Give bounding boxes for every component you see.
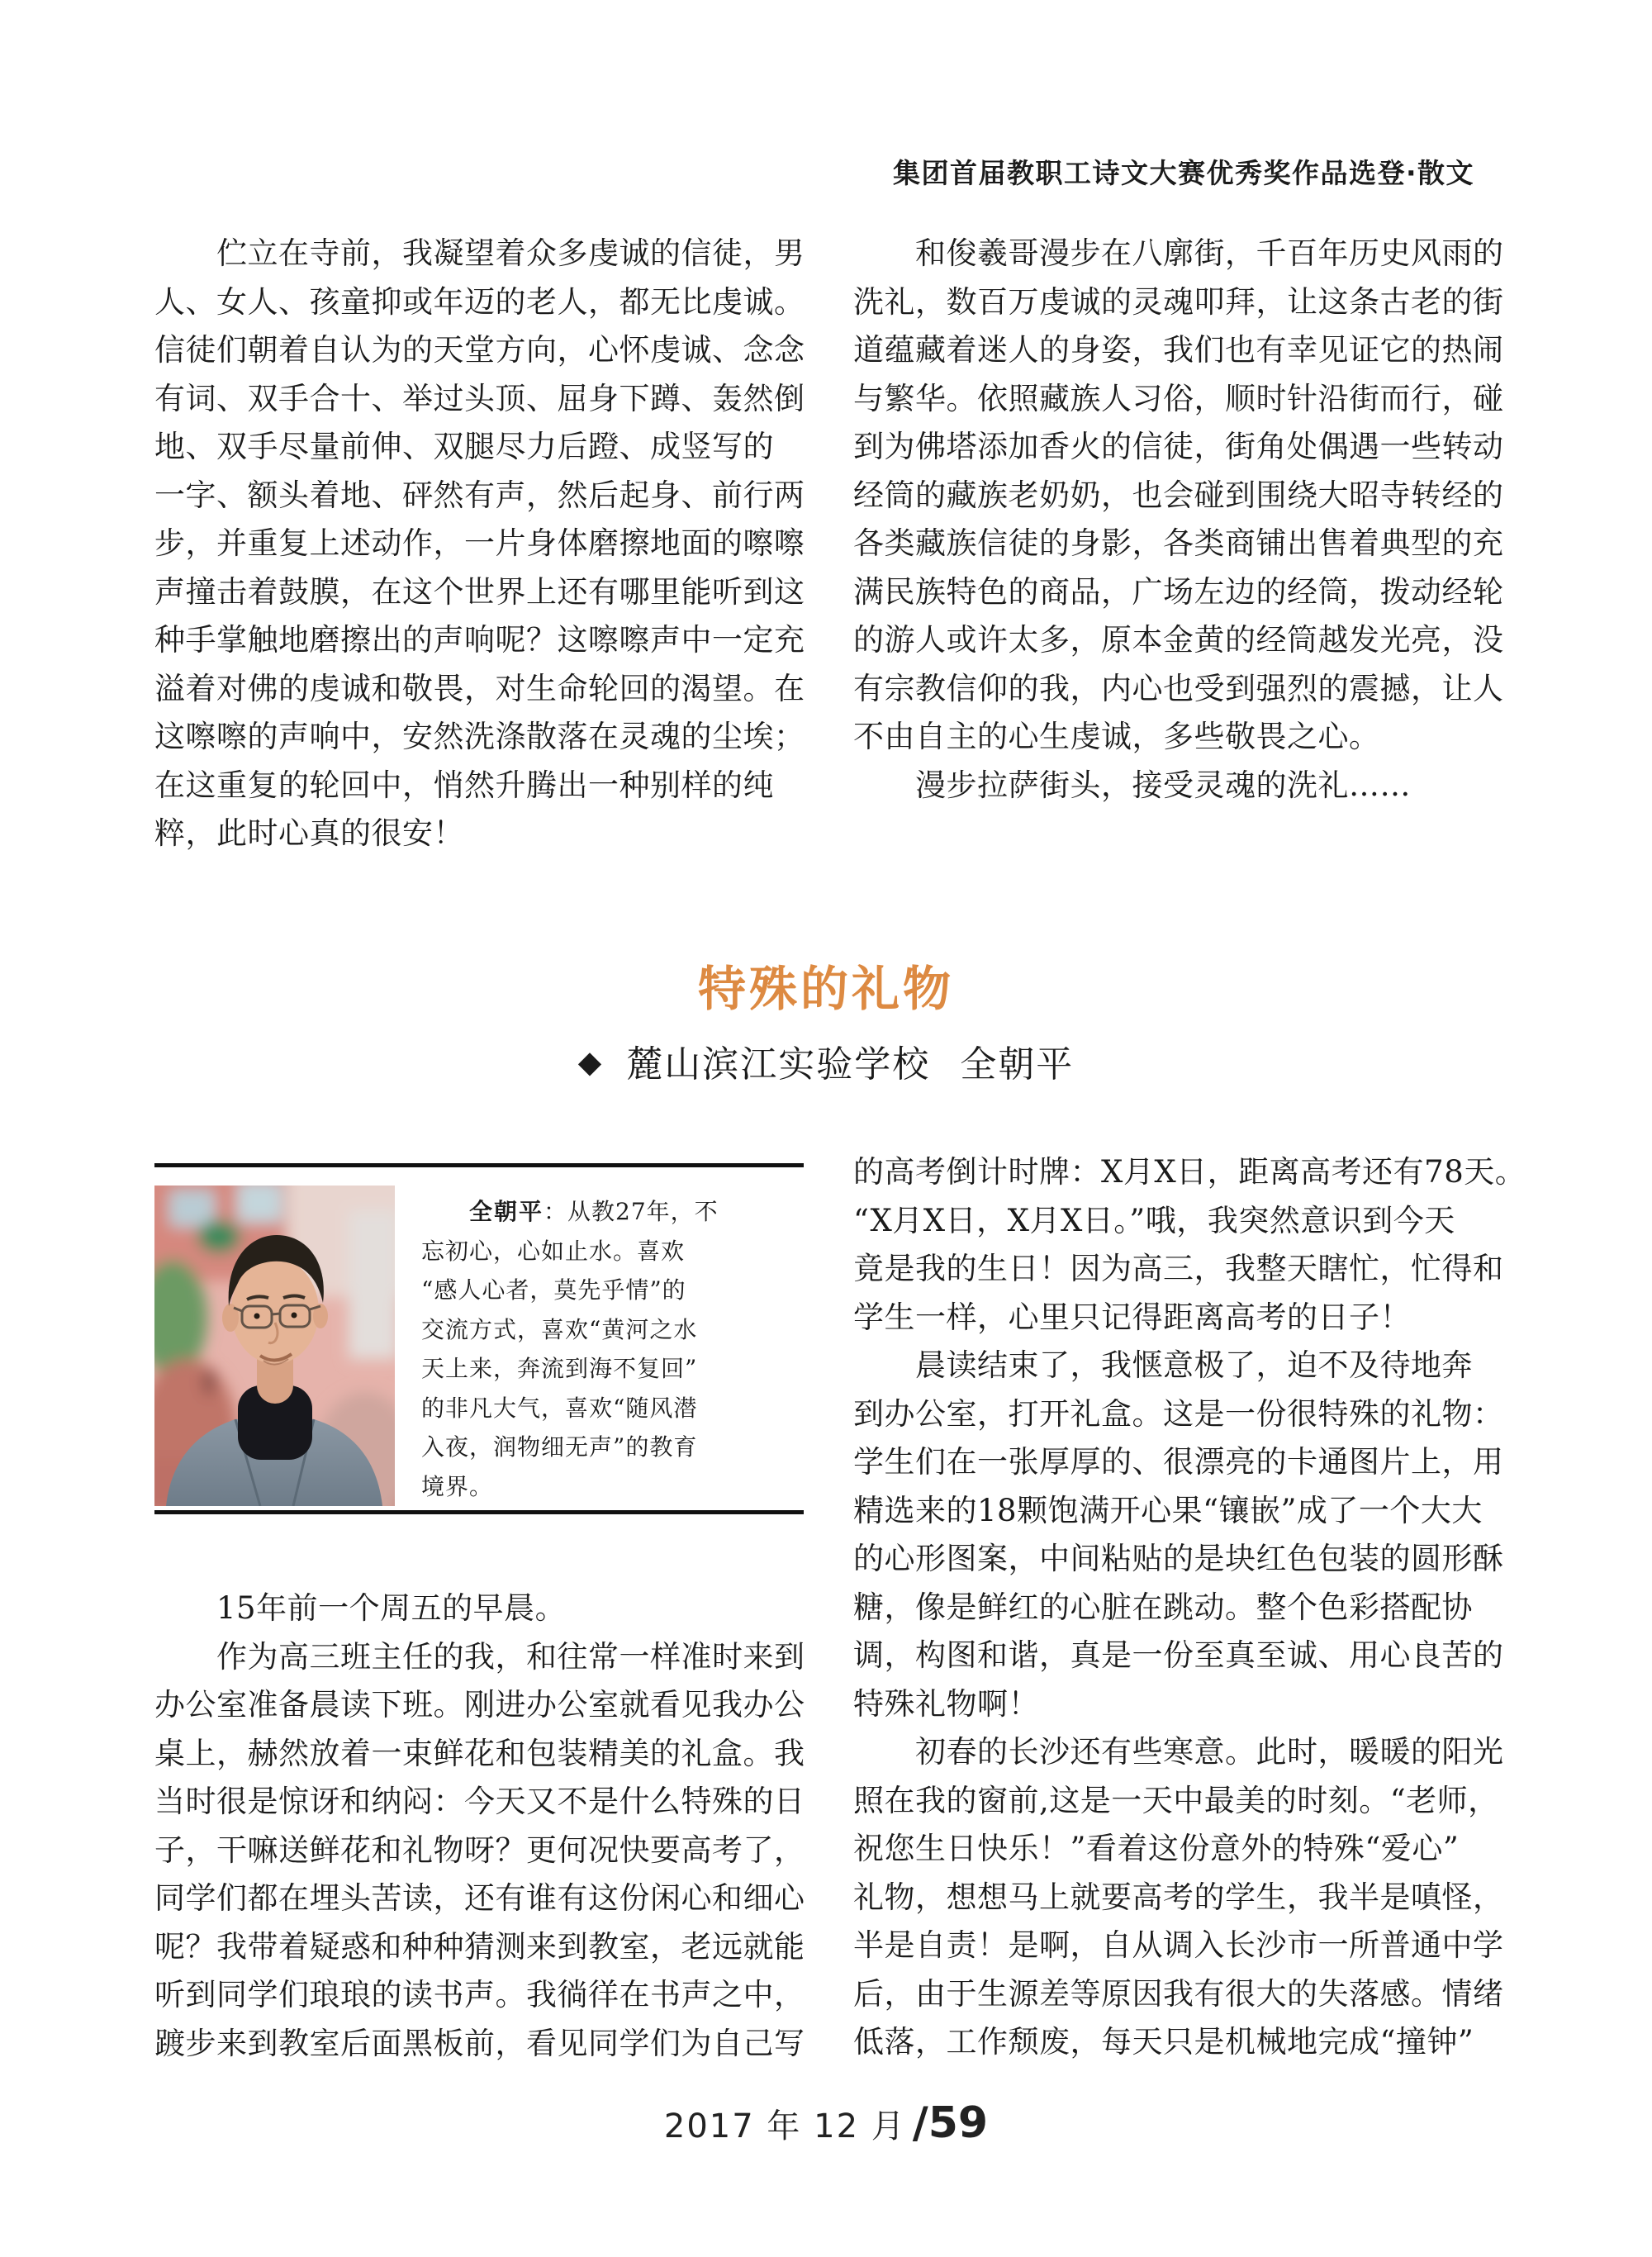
text-line: 踱步来到教室后面黑板前，看见同学们为自己写 xyxy=(154,2025,805,2061)
author-bio xyxy=(421,1192,809,1506)
text-line: 晨读结束了，我惬意极了，迫不及待地奔 xyxy=(853,1347,1473,1383)
bio-line: 交流方式，喜欢“黄河之水 xyxy=(421,1315,698,1343)
page-footer xyxy=(0,2098,1652,2148)
text-line: 15年前一个周五的早晨。 xyxy=(154,1590,567,1626)
text-line: 后，由于生源差等原因我有很大的失落感。情绪 xyxy=(853,1975,1504,2012)
text-line: 子，干嘛送鲜花和礼物呀？更何况快要高考了， xyxy=(154,1832,805,1868)
text-line: 各类藏族信徒的身影，各类商铺出售着典型的充 xyxy=(853,525,1504,561)
bio-line: 的非凡大气，喜欢“随风潜 xyxy=(421,1394,698,1422)
text-line: 洗礼，数百万虔诚的灵魂叩拜，让这条古老的街 xyxy=(853,283,1504,320)
essay2-left-column xyxy=(154,1585,807,2068)
text-line: 的高考倒计时牌：X月X日，距离高考还有78天。 xyxy=(853,1154,1526,1190)
author-name: 全朝平 xyxy=(469,1198,544,1225)
text-line: 在这重复的轮回中，悄然升腾出一种别样的纯 xyxy=(154,767,774,803)
text-line: 的心形图案，中间粘贴的是块红色包装的圆形酥 xyxy=(853,1541,1504,1576)
essay2-title: 特殊的礼物 xyxy=(697,961,954,1017)
essay2-right-column xyxy=(853,1148,1526,2067)
text-line: 当时很是惊讶和纳闷：今天又不是什么特殊的日 xyxy=(154,1784,805,1819)
text-line: 有词、双手合十、举过头顶、屈身下蹲、轰然倒 xyxy=(154,380,805,416)
bio-line: 天上来，奔流到海不复回” xyxy=(421,1355,698,1382)
text-line: 有宗教信仰的我，内心也受到强烈的震撼，让人 xyxy=(853,670,1504,706)
text-line: 糖，像是鲜红的心脏在跳动。整个色彩搭配协 xyxy=(853,1589,1473,1625)
text-line: 半是自责！是啊，自从调入长沙市一所普通中学 xyxy=(853,1927,1504,1963)
text-line: 经筒的藏族老奶奶，也会碰到围绕大昭寺转经的 xyxy=(853,477,1504,513)
text-line: 照在我的窗前,这是一天中最美的时刻。“老师， xyxy=(853,1782,1499,1818)
text-line: 作为高三班主任的我，和往常一样准时来到 xyxy=(154,1638,805,1675)
text-line: 礼物，想想马上就要高考的学生，我半是嗔怪， xyxy=(853,1879,1504,1915)
text-line: 学生们在一张厚厚的、很漂亮的卡通图片上，用 xyxy=(853,1444,1504,1480)
text-line: 精选来的18颗饱满开心果“镶嵌”成了一个大大 xyxy=(853,1492,1483,1528)
footer-date: 2017 年 12 月 xyxy=(663,2107,906,2145)
text-line: 满民族特色的商品，广场左边的经筒，拨动经轮 xyxy=(853,573,1504,610)
bio-line: “感人心者，莫先乎情”的 xyxy=(421,1276,686,1304)
text-line: 粹，此时心真的很安！ xyxy=(154,815,464,851)
footer-page-number: /59 xyxy=(912,2098,989,2148)
text-line: 地、双手尽量前伸、双腿尽力后蹬、成竖写的 xyxy=(154,429,774,464)
text-line: 一字、额头着地、砰然有声，然后起身、前行两 xyxy=(154,477,805,513)
text-line: 祝您生日快乐！”看着这份意外的特殊“爱心” xyxy=(853,1831,1460,1866)
text-line: 和俊羲哥漫步在八廓街，千百年历史风雨的 xyxy=(853,235,1504,271)
text-line: 办公室准备晨读下班。刚进办公室就看见我办公 xyxy=(154,1687,805,1722)
text-line: 与繁华。依照藏族人习俗，顺时针沿街而行，碰 xyxy=(853,380,1504,416)
bio-line: 入夜，润物细无声”的教育 xyxy=(421,1433,698,1461)
text-line: 步，并重复上述动作，一片身体磨擦地面的嚓嚓 xyxy=(154,525,805,561)
text-line: 的游人或许太多，原本金黄的经筒越发光亮，没 xyxy=(853,622,1504,658)
text-line: 低落，工作颓废，每天只是机械地完成“撞钟” xyxy=(853,2024,1474,2060)
text-line: 漫步拉萨街头，接受灵魂的洗礼…… xyxy=(853,767,1411,803)
bio-line: 境界。 xyxy=(421,1472,494,1500)
essay2-author-line xyxy=(0,1034,1652,1087)
text-line: “X月X日，X月X日。”哦，我突然意识到今天 xyxy=(853,1202,1455,1238)
text-line: 到办公室，打开礼盒。这是一份很特殊的礼物： xyxy=(853,1395,1504,1432)
bio-lines xyxy=(421,1232,809,1507)
text-line: 道蕴藏着迷人的身姿，我们也有幸见证它的热闹 xyxy=(853,332,1504,368)
author-bio-box xyxy=(154,1163,804,1514)
text-line: 同学们都在埋头苦读，还有谁有这份闲心和细心 xyxy=(154,1880,805,1916)
text-line: 特殊礼物啊！ xyxy=(853,1685,1039,1722)
author-photo xyxy=(154,1186,395,1506)
bio-line: 忘初心，心如止水。喜欢 xyxy=(421,1237,686,1265)
text-line: 溢着对佛的虔诚和敬畏，对生命轮回的渴望。在 xyxy=(154,670,805,706)
essay1-right-column xyxy=(853,230,1514,810)
essay1-left-column xyxy=(154,230,807,858)
text-line: 初春的长沙还有些寒意。此时，暖暖的阳光 xyxy=(853,1734,1504,1770)
bio-line-first xyxy=(421,1192,809,1232)
text-line: 呢？我带着疑惑和种种猜测来到教室，老远就能 xyxy=(154,1928,805,1965)
text-line: 学生一样，心里只记得距离高考的日子！ xyxy=(853,1299,1411,1335)
text-line: 这嚓嚓的声响中，安然洗涤散落在灵魂的尘埃； xyxy=(154,719,805,754)
bio-first-line-rest: ：从教27年，不 xyxy=(544,1198,719,1225)
text-line: 人、女人、孩童抑或年迈的老人，都无比虔诚。 xyxy=(154,283,805,320)
text-line: 听到同学们琅琅的读书声。我徜徉在书声之中， xyxy=(154,1977,805,2012)
text-line: 信徒们朝着自认为的天堂方向，心怀虔诚、念念 xyxy=(154,332,805,368)
text-line: 桌上，赫然放着一束鲜花和包装精美的礼盒。我 xyxy=(154,1735,805,1771)
text-line: 种手掌触地磨擦出的声响呢？这嚓嚓声中一定充 xyxy=(154,622,805,658)
text-line: 不由自主的心生虔诚，多些敬畏之心。 xyxy=(853,719,1380,754)
text-line: 声撞击着鼓膜，在这个世界上还有哪里能听到这 xyxy=(154,573,805,610)
essay2-author-text: 麓山滨江实验学校 全朝平 xyxy=(626,1043,1075,1086)
diamond-icon: ◆ xyxy=(577,1044,602,1080)
text-line: 竟是我的生日！因为高三，我整天瞎忙，忙得和 xyxy=(853,1251,1504,1286)
text-line: 伫立在寺前，我凝望着众多虔诚的信徒，男 xyxy=(154,235,805,271)
text-line: 到为佛塔添加香火的信徒，街角处偶遇一些转动 xyxy=(853,429,1504,464)
text-line: 调，构图和谐，真是一份至真至诚、用心良苦的 xyxy=(853,1637,1504,1673)
page-header: 集团首届教职工诗文大赛优秀奖作品选登·散文 xyxy=(892,157,1474,189)
